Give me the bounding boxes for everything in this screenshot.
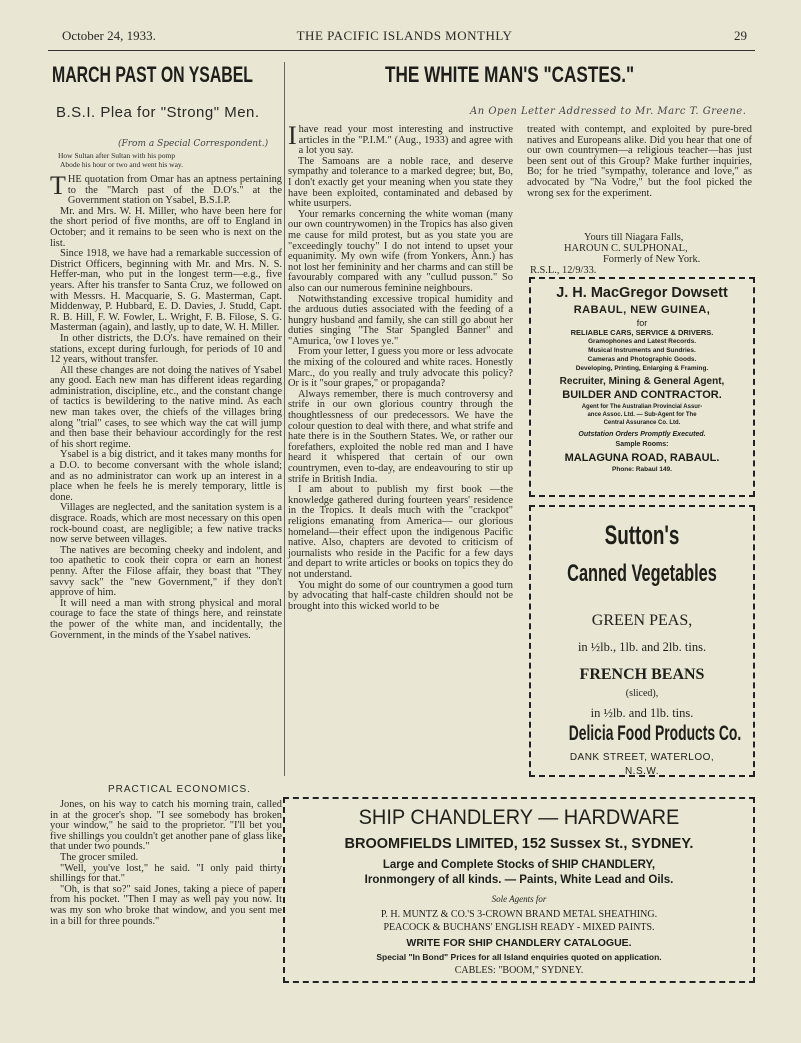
paragraph: From your letter, I guess you more or less advocate the mixing of the coloured and white races. Honestly Marc., do you really and truly advocate this policy? Or is it "sour grapes," or propaganda? [288,346,513,390]
paragraph: The grocer smiled. [60,851,139,863]
ad-sutton-item: GREEN PEAS, [591,612,693,629]
paragraph: treated with contempt, and exploited by pure-bred natives and Europeans alike. Did you hear that one of our own countrymen—a religious teacher—has just been sent out of this Group? Make further inquiries, Bo; for he tried "sympathy, tolerance and love," as advocated by "Na Vodre," but the fool picked the wrong sex for the experiment. [527,124,752,199]
signature-line: Formerly of New York. [603,253,701,265]
ad-sutton-brand: Sutton's [604,520,680,550]
paragraph-text: have read your most interesting and instructive articles in the "P.I.M." (Aug., 1933) and agree with a lot you say. [298,124,513,157]
ad-ship-bond: Special "In Bond" Prices for all Island enquiries quoted on application. [376,952,662,962]
ad-ship-sole: Sole Agents for [491,894,547,904]
paragraph: The natives are becoming cheeky and indolent, and too apathetic to cook their copra or earn an honest penny. After the Filose affair, they boast that "They savvy sack" the "new Government," if they don't approve of him. [50,544,282,599]
byline: (From a Special Correspondent.) [118,139,269,149]
letter-second-column [527,125,752,199]
practical-economics-title: PRACTICAL ECONOMICS. [108,784,251,795]
paragraph: Always remember, there is much controversy and strife in our own glorious country through the thoughtlessness of our predecessors. We have the colour question to deal with there, and what strife and hate there is in the Southern States. We, or rather our forefathers, exploited the noble red man and I have heard it whispered that certain of our own countrymen, even to-day, are endeavouring to stir up strife in British India. [288,388,513,485]
paragraph: Ysabel is a big district, and it takes many months for a D.O. to become conversant with the whole island; and as no administrator can work up an interest in a place when he feels he is merely temporary, little is done. [50,449,282,503]
page-number: 29 [734,28,747,43]
paragraph: Villages are neglected, and the sanitation system is a disgrace. Roads, which are most necessary on this open rock-bound coast, are negligible; a few native tracks now serve between villages. [50,502,282,546]
ad-ship-peacock: PEACOCK & BUCHANS' ENGLISH READY - MIXED PAINTS. [383,922,655,933]
drop-cap: T [50,171,66,200]
ad-ship-cables: CABLES: "BOOM," SYDNEY. [454,965,584,976]
ad-dowsett-agent: ance Assoc. Ltd. — Sub-Agent for The [587,412,697,418]
ad-dowsett-outstation: Outstation Orders Promptly Executed. [578,431,706,438]
ad-ship-line: Ironmongery of all kinds. — Paints, White Lead and Oils. [364,874,674,886]
ad-sutton-street: DANK STREET, WATERLOO, [569,752,715,763]
signature-line: Yours till Niagara Falls, [584,232,684,243]
ad-dowsett-builder: BUILDER AND CONTRACTOR. [562,389,722,401]
ad-sutton-state: N.S.W. [624,766,660,777]
signature-line: HAROUN C. SULPHONAL, [564,242,688,254]
ad-dowsett-agent: Agent for The Australian Provincial Assur- [581,404,703,410]
ad-dowsett-line: Cameras and Photographic Goods. [587,356,697,363]
subhead-bsi: B.S.I. Plea for "Strong" Men. [56,104,260,121]
ad-dowsett-sample: Sample Rooms: [615,441,669,448]
ad-dowsett-agent: Central Assurance Co. Ltd. [603,420,681,426]
ad-sutton-sliced: (sliced), [625,688,659,699]
article-body-march-past [50,171,282,641]
paragraph: I am about to publish my first book —the knowledge gathered during fourteen years' residence in the Tropics. It deals much with the "crackpot" religions emanating from America— our glorious homeland—their effect upon the indigenous Pacific native. Also, chapters are devoted to criticism of journalists who reside in the Pacific for a few days and depart to write articles or books on topics they do not understand. [288,484,513,580]
paragraph: Notwithstanding excessive tropical humidity and the arduous duties associated with the feeding of a hungry husband and family, she can still go about her duties singing "The Star Spangled Banner" and "Amurica, 'ow I loves ye." [288,293,513,347]
ad-dowsett-location: RABAUL, NEW GUINEA, [573,304,711,316]
ad-ship-line: Large and Complete Stocks of SHIP CHANDLERY, [382,859,656,871]
ad-ship-muntz: P. H. MUNTZ & CO.'S 3-CROWN BRAND METAL SHEATHING. [380,909,658,920]
article-body-economics [50,800,282,927]
signature-date: R.S.L., 12/9/33. [530,265,597,276]
open-letter-subhead: An Open Letter Addressed to Mr. Marc T. Greene. [470,106,747,117]
ad-dowsett-line: Musical Instruments and Sundries. [588,347,696,354]
ad-sutton-sizes: in ½lb. and 1lb. tins. [590,706,694,720]
ad-dowsett-recruiter: Recruiter, Mining & General Agent, [559,376,725,387]
paragraph-text: HE quotation from Omar has an aptness pertaining to the "March past of the D.O's." at the Government station on Ysabel, B.S.I.P. [67,174,282,207]
paragraph: Your remarks concerning the white woman (many our own countrywomen) in the Tropics has also given me cause for mild protest, but as you state you are "exceedingly touchy" I do not intend to upset your equanimity. My own wife (from Yonkers, Ann.) has not lost her femininity and her charms and can still be favourably compared with any "cullud pusson." So also can our numerous feminine neighbours. [288,208,513,294]
paragraph: Mr. and Mrs. W. H. Miller, who have been here for the short period of five months, are off to England in October; and it remains to be seen who is next on the list. [50,205,282,249]
poem-line: How Sultan after Sultan with his pomp [58,151,176,160]
ad-sutton-product: Canned Vegetables [567,560,717,587]
ad-dowsett-line: Gramophones and Latest Records. [588,338,696,345]
ad-dowsett-line: Developing, Printing, Enlarging & Framing. [575,365,709,372]
drop-cap-i: I [288,121,297,150]
ad-sutton-item: FRENCH BEANS [579,666,705,683]
poem-quote [58,152,318,169]
headline-white-mans-castes: THE WHITE MAN'S "CASTES." [385,62,635,87]
paragraph: It will need a man with strong physical and moral courage to face the state of things here, and reinstate the power of the white man, and incidentally, the Government, in the minds of the Ysabel natives. [50,597,282,641]
poem-line: Abode his hour or two and went his way. [60,159,184,169]
ad-dowsett-phone: Phone: Rabaul 149. [612,466,672,473]
letter-signature [558,233,758,265]
paragraph: Since 1918, we have had a remarkable succession of District Officers, beginning with Mr. and Mrs. N. S. Heffer-man, who put in the longest term—e.g., five years. After his transfer to Santa Cruz, we followed on with Messrs. H. Macquarie, S. G. Masterman, Capt. Middenway, P. Hubbard, E. D. Davies, J. Studd, Capt. R. B. Hill, F. W. Fowler, L. Wright, F. B. Filose, S. G. Masterman (again), and lastly, up to date, W. H. Miller. [50,248,282,334]
letter-first-column [288,121,513,612]
paragraph [288,121,513,157]
paragraph: Jones, on his way to catch his morning train, called in at the grocer's shop. "I see somebody has broken your window," he said to the proprietor. "I'll bet you five shillings you couldn't get another pane of glass like that under two pounds." [50,799,282,853]
headline-march-past: MARCH PAST ON YSABEL [52,62,253,87]
ad-ship-company: BROOMFIELDS LIMITED, 152 Sussex St., SYDNEY. [344,836,694,852]
magazine-title: THE PACIFIC ISLANDS MONTHLY [296,28,513,43]
issue-date: October 24, 1933. [62,28,156,43]
ad-sutton-sizes: in ½lb., 1lb. and 2lb. tins. [577,640,707,654]
paragraph: The Samoans are a noble race, and deserve sympathy and tolerance to a marked degree; but, Bo, I don't exactly get your meaning when you state they have been exploited, contaminated and debased by white usurpers. [288,155,513,210]
ad-dowsett-address: MALAGUNA ROAD, RABAUL. [564,452,720,464]
paragraph: "Well, you've lost," he said. "I only paid thirty shillings for that." [50,862,282,885]
ad-dowsett-line: RELIABLE CARS, SERVICE & DRIVERS. [570,328,714,337]
ad-ship-write: WRITE FOR SHIP CHANDLERY CATALOGUE. [406,937,632,949]
paragraph: In other districts, the D.O's. have remained on their stations, except during furlough, for periods of 10 and 12 years, without transfer. [50,332,282,366]
paragraph: All these changes are not doing the natives of Ysabel any good. Each new man has different ideas regarding administration, discipline, etc., and the constant change of tactics is bewildering to the native mind. As each new man takes over, the chiefs of the villages bring along "trial" cases, to see which way the cat will jump and then base their behaviour accordingly for the rest of his short regime. [50,364,282,450]
ad-dowsett-for: for [636,318,648,328]
running-header [62,28,747,48]
ad-ship-title: SHIP CHANDLERY — HARDWARE [358,806,680,829]
column-divider [284,62,285,776]
paragraph: You might do some of our countrymen a good turn by advocating that half-caste children should not be brought into this wicked world to be [288,579,513,612]
header-rule [48,50,755,51]
ad-dowsett-name: J. H. MacGregor Dowsett [556,285,728,301]
paragraph: "Oh, is that so?" said Jones, taking a piece of paper from his pocket. "Then I may as well pay you now. It was my son who broke that window, and you sent me in a bill for three pounds." [50,883,282,927]
ad-sutton-company: Delicia Food Products Co. [568,722,742,745]
paragraph [50,171,282,207]
